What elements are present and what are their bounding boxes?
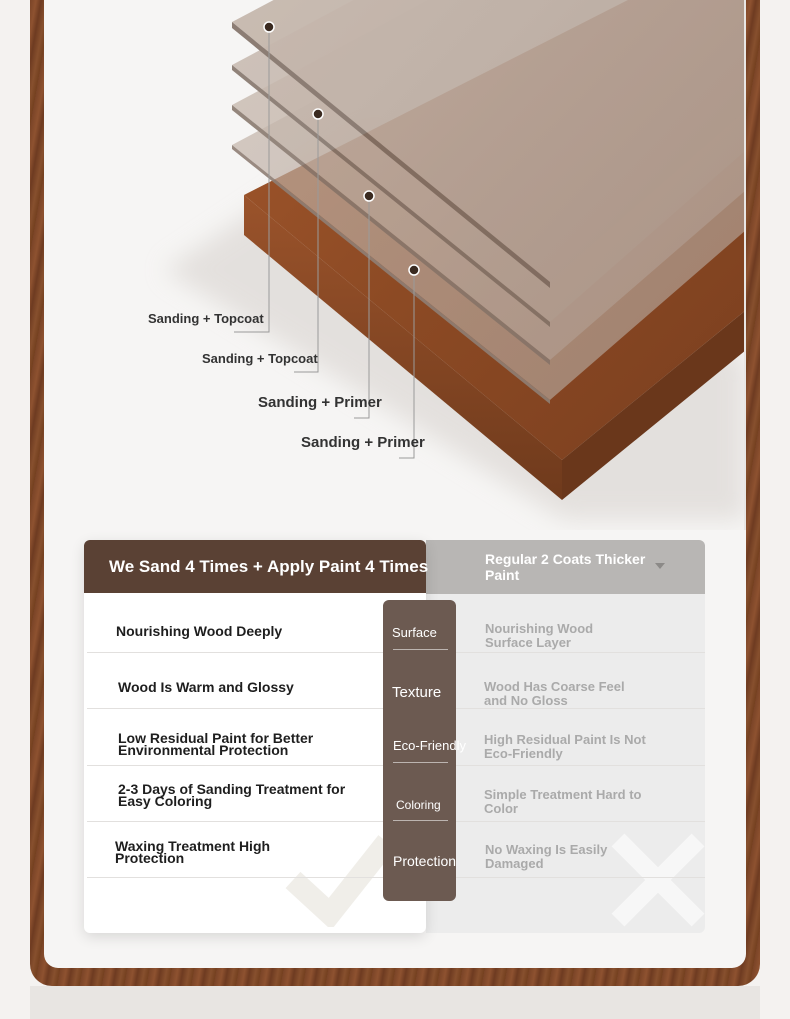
criterion-underline [393,649,448,650]
criterion-coloring: Coloring [396,798,441,812]
layer-label-2: Sanding + Topcoat [202,351,318,366]
our-benefit-coloring: 2-3 Days of Sanding Treatment for Easy Coloring [118,781,346,809]
bottom-strip [30,986,760,1019]
competitor-drawback-eco: High Residual Paint Is Not Eco-Friendly [484,732,646,761]
criterion-eco-friendly: Eco-Friendly [393,738,466,753]
layer-label-1: Sanding + Topcoat [148,311,264,326]
criterion-underline [393,762,448,763]
criterion-surface: Surface [392,625,437,640]
our-product-title: We Sand 4 Times + Apply Paint 4 Times [109,557,429,576]
criterion-underline [393,820,448,821]
our-benefit-surface: Nourishing Wood Deeply [116,623,283,639]
layer-label-4: Sanding + Primer [301,434,425,451]
competitor-drawback-protection: No Waxing Is Easily Damaged [485,842,608,871]
competitor-drawback-texture: Wood Has Coarse Feel and No Gloss [484,679,625,708]
our-benefit-protection: Waxing Treatment High Protection [115,838,271,866]
competitor-drawback-coloring: Simple Treatment Hard to Color [484,787,642,816]
our-benefit-eco: Low Residual Paint for Better Environmental Protection [118,730,314,758]
chevron-down-icon [655,563,665,569]
competitor-drawback-surface: Nourishing Wood Surface Layer [485,621,594,650]
competitor-title: Regular 2 Coats Thicker Paint [485,551,646,583]
our-benefit-texture: Wood Is Warm and Glossy [118,679,294,695]
criterion-protection: Protection [393,853,457,869]
layer-label-3: Sanding + Primer [258,394,382,411]
criterion-texture: Texture [392,684,442,701]
